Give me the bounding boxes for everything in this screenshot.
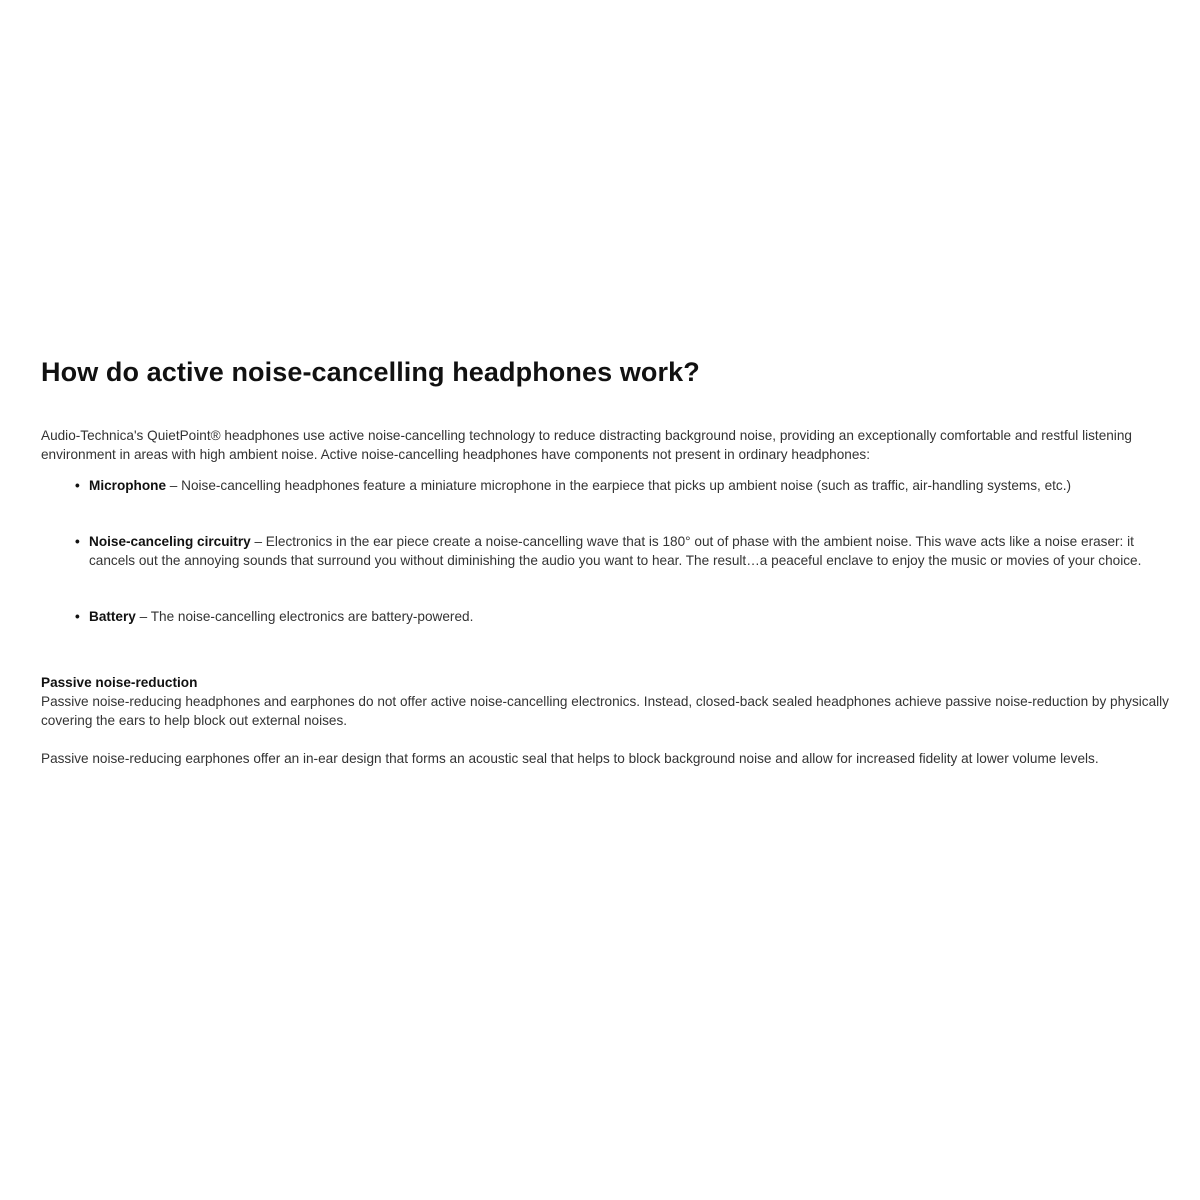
intro-paragraph: Audio-Technica's QuietPoint® headphones use active noise-cancelling technology to reduce distracting background noise, providing an exceptionally comfortable and restful listening environment in areas with high ambient noise. Active noise-cancelling headphones have components not present in ordinary headphones:: [41, 428, 1132, 462]
section-heading-passive: Passive noise-reduction: [41, 675, 198, 690]
list-item-microphone: [75, 476, 1181, 495]
feature-separator: –: [250, 534, 266, 549]
feature-separator: –: [135, 609, 151, 624]
article: [41, 354, 1181, 768]
bullet-icon: •: [75, 534, 80, 549]
passive-paragraph-2: Passive noise-reducing earphones offer an in-ear design that forms an acoustic seal that helps to block background noise and allow for increased fidelity at lower volume levels.: [41, 751, 1099, 766]
feature-term: Noise-canceling circuitry: [89, 534, 251, 549]
list-item-battery: [75, 607, 1181, 626]
page-title: How do active noise-cancelling headphones work?: [41, 357, 700, 387]
passive-paragraph-1: Passive noise-reducing headphones and earphones do not offer active noise-cancelling electronics. Instead, closed-back sealed headphones achieve passive noise-reduction by physically covering the ears to help block out external noises.: [41, 694, 1169, 728]
feature-description: Electronics in the ear piece create a noise-cancelling wave that is 180° out of phase with the ambient noise. This wave acts like a noise eraser: it cancels out the annoying sounds that surround you without diminishing the audio you want to hear. The result…a peaceful enclave to enjoy the music or movies of your choice.: [89, 534, 1142, 568]
feature-description: The noise-cancelling electronics are battery-powered.: [150, 609, 474, 624]
bullet-icon: •: [75, 478, 80, 493]
feature-list: [41, 476, 1181, 626]
list-item-noise-canceling-circuitry: [75, 532, 1181, 570]
feature-term: Microphone: [89, 478, 167, 493]
bullet-icon: •: [75, 609, 80, 624]
feature-description: Noise-cancelling headphones feature a miniature microphone in the earpiece that picks up ambient noise (such as traffic, air-handling systems, etc.): [181, 478, 1072, 493]
feature-term: Battery: [89, 609, 136, 624]
feature-separator: –: [166, 478, 182, 493]
